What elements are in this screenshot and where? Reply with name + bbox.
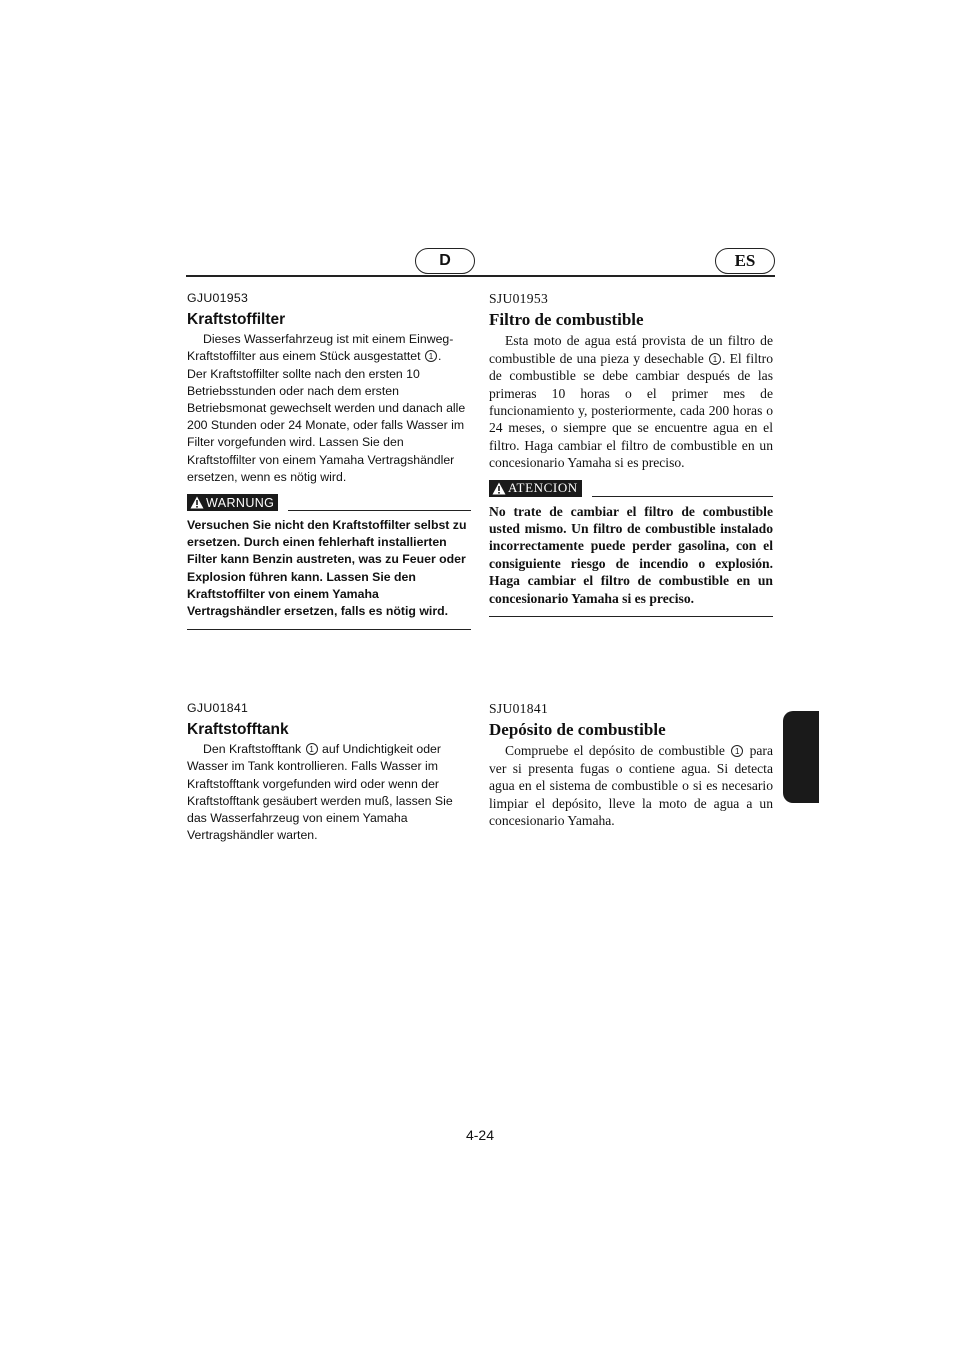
section-code: GJU01953 bbox=[187, 291, 249, 305]
warning-header bbox=[187, 494, 471, 511]
body-text: . El filtro de combustible se debe cambiar después de las primeras 10 horas o el primer mes de funcionamiento y, posteriormente, cada 200 horas o 24 meses, o siempre que se encuentre agua en el filtro. Haga cambiar el filtro de combustible en un concesionario Yamaha si es preciso. bbox=[489, 350, 773, 471]
callout-number: 1 bbox=[306, 743, 318, 755]
warning-label: ATENCION bbox=[508, 480, 578, 496]
warning-header bbox=[489, 480, 773, 497]
es-section-fuel-tank bbox=[489, 700, 773, 829]
warning-rule bbox=[592, 496, 773, 497]
section-body bbox=[489, 332, 773, 471]
section-title: Kraftstoffilter bbox=[187, 311, 286, 329]
warning-badge bbox=[187, 494, 278, 511]
warning-icon bbox=[190, 496, 204, 509]
callout-number: 1 bbox=[731, 745, 743, 757]
section-code: SJU01953 bbox=[489, 291, 549, 306]
body-text: Den Kraftstofftank bbox=[203, 742, 305, 757]
section-code: SJU01841 bbox=[489, 701, 549, 716]
warning-text: Versuchen Sie nicht den Kraftstoffilter selbst zu ersetzen. Durch einen fehlerhaft installierten Filter kann Benzin austreten, was zu Feuer oder Explosion führen kann. Lassen Sie den Kraftstoffilter von einem Yamaha Vertragshändler ersetzen, falls es nötig wird. bbox=[187, 518, 467, 619]
callout-number: 1 bbox=[709, 353, 721, 365]
page-number: 4-24 bbox=[465, 1127, 495, 1143]
es-section-fuel-filter bbox=[489, 290, 773, 617]
warning-bottom-rule bbox=[489, 616, 773, 617]
body-text: Dieses Wasserfahrzeug ist mit einem Einweg-Kraftstoffilter aus einem Stück ausgestattet bbox=[187, 332, 454, 364]
section-body: Der Kraftstoffilter sollte nach den ersten 10 Betriebsstunden oder nach dem ersten Betriebsmonat gewechselt werden und danach alle 200 Stunden oder 24 Monate, oder falls Wasser im Filter vorgefunden wird. Lassen Sie den Kraftstoffilter von einem Yamaha Vertragshändler ersetzen, wenn es nötig wird. bbox=[187, 366, 466, 484]
header-rule bbox=[186, 275, 775, 277]
warning-rule bbox=[288, 510, 471, 511]
language-badge-german bbox=[415, 248, 475, 274]
section-body bbox=[489, 742, 773, 829]
chapter-side-tab bbox=[783, 711, 819, 803]
body-text: . bbox=[437, 349, 442, 364]
warning-label: WARNUNG bbox=[206, 495, 275, 510]
de-section-fuel-filter bbox=[187, 290, 471, 630]
section-code: GJU01841 bbox=[187, 701, 249, 715]
section-title: Filtro de combustible bbox=[489, 310, 644, 330]
body-text: Compruebe el depósito de combustible bbox=[505, 743, 731, 759]
callout-number: 1 bbox=[425, 350, 437, 362]
language-code: D bbox=[439, 252, 451, 269]
body-text: auf Undichtigkeit oder Wasser im Tank kontrollieren. Falls Wasser im Kraftstofftank vorgefunden wird oder wenn der Kraftstofftank gesäubert werden muß, lassen Sie das Wasserfahrzeug von einem Yamaha Vertragshändler warten. bbox=[187, 742, 453, 843]
warning-icon bbox=[492, 482, 506, 495]
language-badge-spanish bbox=[715, 248, 775, 274]
de-section-fuel-tank bbox=[187, 700, 471, 844]
section-body bbox=[187, 331, 471, 365]
warning-bottom-rule bbox=[187, 629, 471, 630]
section-title: Kraftstofftank bbox=[187, 721, 289, 739]
language-code: ES bbox=[734, 251, 756, 270]
warning-badge bbox=[489, 480, 582, 497]
warning-text: No trate de cambiar el filtro de combustible usted mismo. Un filtro de combustible instalado incorrectamente puede perder gasolina, con el consiguiente riesgo de incendio o explosión. Haga cambiar el filtro de combustible en un concesionario Yamaha si es preciso. bbox=[489, 503, 773, 606]
section-title: Depósito de combustible bbox=[489, 720, 666, 740]
body-text: Esta moto de agua está provista de un filtro de combustible de una pieza y desechable bbox=[489, 333, 773, 366]
body-text: para ver si presenta fugas o contiene agua. Si detecta agua en el sistema de combustible o si es necesario limpiar el depósito, lleve la moto de agua a un concesionario Yamaha. bbox=[489, 743, 773, 829]
section-body bbox=[187, 741, 471, 844]
